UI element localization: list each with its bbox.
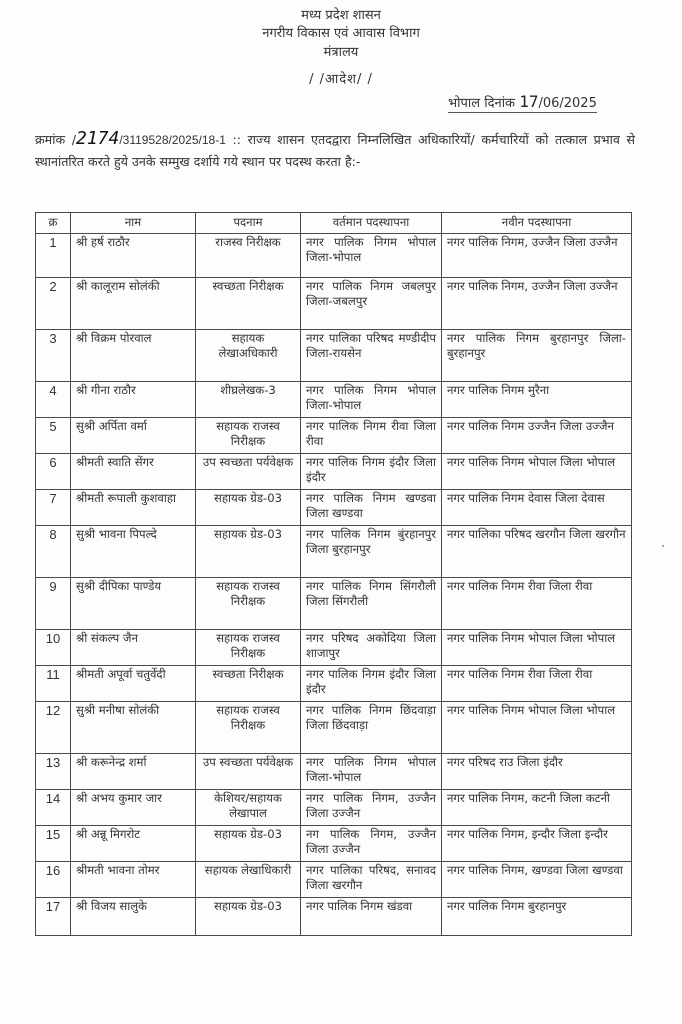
dateline <box>448 92 597 113</box>
current-posting-cell: नगर पालिक निगम रीवा जिला रीवा <box>301 417 442 453</box>
current-posting-cell: नगर पालिक निगम इंदौर जिला इंदौर <box>301 665 442 701</box>
name-cell: श्रीमती रूपाली कुशवाहा <box>71 489 196 525</box>
serial-number-cell: 1 <box>36 233 71 277</box>
name-cell: सुश्री भावना पिपल्दे <box>71 525 196 577</box>
new-posting-cell: नगर पालिक निगम, उज्जैन जिला उज्जैन <box>442 277 632 329</box>
header-new-posting: नवीन पदस्थापना <box>442 213 632 234</box>
order-intro-paragraph <box>35 128 635 172</box>
table-row <box>36 329 632 381</box>
designation-cell: उप स्वच्छता पर्यवेक्षक <box>196 453 301 489</box>
name-cell: श्रीमती स्वाति सेंगर <box>71 453 196 489</box>
table-row <box>36 701 632 753</box>
serial-number-cell: 5 <box>36 417 71 453</box>
table-row <box>36 753 632 789</box>
header-ministry: मंत्रालय <box>323 45 359 60</box>
name-cell: श्री गीना राठौर <box>71 381 196 417</box>
header-designation: पदनाम <box>196 213 301 234</box>
table-row <box>36 629 632 665</box>
new-posting-cell: नगर पालिक निगम मुरैना <box>442 381 632 417</box>
designation-cell: उप स्वच्छता पर्यवेक्षक <box>196 753 301 789</box>
name-cell: सुश्री दीपिका पाण्डेय <box>71 577 196 629</box>
current-posting-cell: नगर पालिका परिषद, सनावद जिला खरगौन <box>301 861 442 897</box>
table-row <box>36 861 632 897</box>
name-cell: श्री अभय कुमार जार <box>71 789 196 825</box>
designation-cell: स्वच्छता निरीक्षक <box>196 665 301 701</box>
date-place-label: भोपाल दिनांक <box>448 96 516 111</box>
table-row <box>36 489 632 525</box>
name-cell: श्री कालूराम सोलंकी <box>71 277 196 329</box>
new-posting-cell: नगर पालिक निगम रीवा जिला रीवा <box>442 577 632 629</box>
current-posting-cell: नगर पालिक निगम भोपाल जिला-भोपाल <box>301 753 442 789</box>
current-posting-cell: नगर पालिक निगम भोपाल जिला-भोपाल <box>301 233 442 277</box>
name-cell: श्रीमती भावना तोमर <box>71 861 196 897</box>
designation-cell: सहायक ग्रेड-03 <box>196 897 301 935</box>
table-row <box>36 525 632 577</box>
table-row <box>36 381 632 417</box>
table-row <box>36 825 632 861</box>
serial-number-cell: 7 <box>36 489 71 525</box>
current-posting-cell: नगर पालिक निगम भोपाल जिला-भोपाल <box>301 381 442 417</box>
new-posting-cell: नगर पालिक निगम उज्जैन जिला उज्जैन <box>442 417 632 453</box>
designation-cell: शीघ्रलेखक-3 <box>196 381 301 417</box>
order-ref-number: /3119528/2025/18-1 <box>119 133 226 147</box>
new-posting-cell: नगर पालिक निगम भोपाल जिला भोपाल <box>442 453 632 489</box>
serial-number-cell: 15 <box>36 825 71 861</box>
new-posting-cell: नगर पालिक निगम भोपाल जिला भोपाल <box>442 629 632 665</box>
current-posting-cell: नगर पालिक निगम खंडवा <box>301 897 442 935</box>
scan-speck <box>662 545 664 547</box>
new-posting-cell: नगर पालिक निगम, कटनी जिला कटनी <box>442 789 632 825</box>
new-posting-cell: नगर पालिका परिषद खरगौन जिला खरगौन <box>442 525 632 577</box>
designation-cell: सहायक लेखाअधिकारी <box>196 329 301 381</box>
new-posting-cell: नगर पालिक निगम भोपाल जिला भोपाल <box>442 701 632 753</box>
new-posting-cell: नगर पालिक निगम, इन्दौर जिला इन्दौर <box>442 825 632 861</box>
name-cell: श्री अन्नू मिगरोट <box>71 825 196 861</box>
table-row <box>36 233 632 277</box>
new-posting-cell: नगर पालिक निगम, उज्जैन जिला उज्जैन <box>442 233 632 277</box>
new-posting-cell: नगर पालिक निगम, खण्डवा जिला खण्डवा <box>442 861 632 897</box>
designation-cell: सहायक ग्रेड-03 <box>196 825 301 861</box>
serial-number-cell: 3 <box>36 329 71 381</box>
designation-cell: राजस्व निरीक्षक <box>196 233 301 277</box>
order-title: / /आदेश/ / <box>309 72 373 87</box>
name-cell: श्रीमती अपूर्वा चतुर्वेदी <box>71 665 196 701</box>
current-posting-cell: नगर पालिक निगम, उज्जैन जिला उज्जैन <box>301 789 442 825</box>
table-row <box>36 577 632 629</box>
header-name: नाम <box>71 213 196 234</box>
name-cell: सुश्री अर्पिता वर्मा <box>71 417 196 453</box>
designation-cell: सहायक राजस्व निरीक्षक <box>196 629 301 665</box>
new-posting-cell: नगर पालिक निगम देवास जिला देवास <box>442 489 632 525</box>
table-row <box>36 789 632 825</box>
date-day-handwritten: 17 <box>519 92 539 111</box>
header-serial: क्र <box>36 213 71 234</box>
header-department: नगरीय विकास एवं आवास विभाग <box>262 26 420 41</box>
serial-number-cell: 12 <box>36 701 71 753</box>
serial-number-cell: 16 <box>36 861 71 897</box>
name-cell: श्री हर्ष राठौर <box>71 233 196 277</box>
designation-cell: स्वच्छता निरीक्षक <box>196 277 301 329</box>
current-posting-cell: नगर पालिक निगम खण्डवा जिला खण्डवा <box>301 489 442 525</box>
current-posting-cell: नगर पालिक निगम छिंदवाड़ा जिला छिंदवाड़ा <box>301 701 442 753</box>
table-row <box>36 453 632 489</box>
table-row <box>36 417 632 453</box>
new-posting-cell: नगर पालिक निगम बुरहानपुर <box>442 897 632 935</box>
order-intro-text: :: राज्य शासन एतदद्वारा निम्नलिखित अधिकारियों/ कर्मचारियों को तत्काल प्रभाव से स्थानांतरित करते हुये उनके सम्मुख दर्शाये गये स्थान पर पदस्थ करता है:- <box>35 132 635 169</box>
serial-number-cell: 9 <box>36 577 71 629</box>
designation-cell: सहायक ग्रेड-03 <box>196 525 301 577</box>
current-posting-cell: नगर पालिका परिषद मण्डीदीप जिला-रायसेन <box>301 329 442 381</box>
name-cell: श्री विक्रम पोरवाल <box>71 329 196 381</box>
designation-cell: केशियर/सहायक लेखापाल <box>196 789 301 825</box>
table-row <box>36 277 632 329</box>
name-cell: श्री विजय सालुके <box>71 897 196 935</box>
designation-cell: सहायक राजस्व निरीक्षक <box>196 417 301 453</box>
transfer-table <box>35 212 632 936</box>
new-posting-cell: नगर परिषद राउ जिला इंदौर <box>442 753 632 789</box>
current-posting-cell: नगर पालिक निगम बुंरहानपुर जिला बुरहानपुर <box>301 525 442 577</box>
serial-number-cell: 14 <box>36 789 71 825</box>
serial-number-cell: 8 <box>36 525 71 577</box>
new-posting-cell: नगर पालिक निगम बुरहानपुर जिला- बुरहानपुर <box>442 329 632 381</box>
header-government: मध्य प्रदेश शासन <box>301 8 381 23</box>
current-posting-cell: नगर पालिक निगम इंदौर जिला इंदौर <box>301 453 442 489</box>
name-cell: सुश्री मनीषा सोलंकी <box>71 701 196 753</box>
date-month-year: /06/2025 <box>538 96 597 111</box>
current-posting-cell: नग पालिक निगम, उज्जैन जिला उज्जैन <box>301 825 442 861</box>
order-ref-handwritten: 2174 <box>75 128 120 149</box>
new-posting-cell: नगर पालिक निगम रीवा जिला रीवा <box>442 665 632 701</box>
order-ref-prefix: क्रमांक / <box>35 132 76 147</box>
designation-cell: सहायक राजस्व निरीक्षक <box>196 701 301 753</box>
table-header-row <box>36 213 632 234</box>
table-row <box>36 665 632 701</box>
header-current-posting: वर्तमान पदस्थापना <box>301 213 442 234</box>
serial-number-cell: 17 <box>36 897 71 935</box>
name-cell: श्री संकल्प जैन <box>71 629 196 665</box>
current-posting-cell: नगर परिषद अकोदिया जिला शाजापुर <box>301 629 442 665</box>
current-posting-cell: नगर पालिक निगम सिंगरौली जिला सिंगरौली <box>301 577 442 629</box>
current-posting-cell: नगर पालिक निगम जबलपुर जिला-जबलपुर <box>301 277 442 329</box>
table-row <box>36 897 632 935</box>
designation-cell: सहायक ग्रेड-03 <box>196 489 301 525</box>
serial-number-cell: 6 <box>36 453 71 489</box>
serial-number-cell: 10 <box>36 629 71 665</box>
serial-number-cell: 4 <box>36 381 71 417</box>
designation-cell: सहायक लेखाधिकारी <box>196 861 301 897</box>
serial-number-cell: 2 <box>36 277 71 329</box>
name-cell: श्री करूनेन्द्र शर्मा <box>71 753 196 789</box>
designation-cell: सहायक राजस्व निरीक्षक <box>196 577 301 629</box>
serial-number-cell: 11 <box>36 665 71 701</box>
serial-number-cell: 13 <box>36 753 71 789</box>
